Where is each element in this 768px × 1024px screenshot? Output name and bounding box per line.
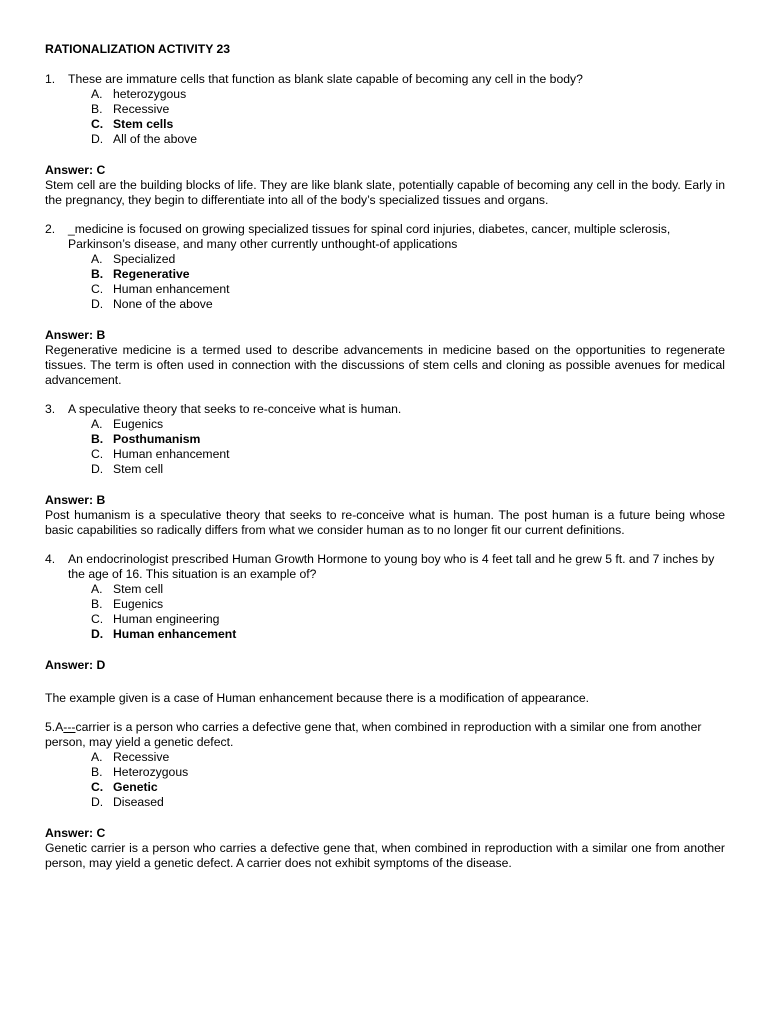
- question-text: _medicine is focused on growing specialized tissues for spinal cord injuries, diabetes, cancer, multiple sclerosis, Parkinson’s disease, and many other currently unthought-of applications: [68, 222, 671, 251]
- spacer: [45, 673, 725, 691]
- option-text: Human enhancement: [113, 282, 230, 296]
- option-b-correct: [91, 432, 725, 447]
- option-c-correct: [91, 780, 725, 795]
- option-text: Human enhancement: [113, 627, 237, 641]
- option-d-correct: [91, 627, 725, 642]
- option-text: Eugenics: [113, 597, 164, 611]
- option-letter: A.: [91, 417, 103, 431]
- question-stem: [45, 72, 725, 87]
- question-number: 1.: [45, 72, 56, 86]
- option-b: [91, 765, 725, 780]
- option-a: [91, 582, 725, 597]
- question-block: [45, 72, 725, 208]
- option-letter: C.: [91, 117, 104, 131]
- option-list: [45, 582, 725, 642]
- option-letter: A.: [91, 87, 103, 101]
- option-text: Recessive: [113, 750, 170, 764]
- question-stem: [45, 552, 725, 582]
- option-b: [91, 597, 725, 612]
- answer-label: Answer: C: [45, 163, 106, 177]
- question-stem: [45, 720, 725, 750]
- option-text: Genetic: [113, 780, 158, 794]
- rationale-text: The example given is a case of Human enhancement because there is a modification of appearance.: [45, 691, 590, 705]
- option-c: [91, 447, 725, 462]
- option-b: [91, 102, 725, 117]
- option-d: [91, 462, 725, 477]
- question-number: 5.A: [45, 720, 64, 734]
- option-text: Diseased: [113, 795, 164, 809]
- answer-label: Answer: C: [45, 826, 106, 840]
- document-title: RATIONALIZATION ACTIVITY 23: [45, 42, 231, 56]
- option-text: Stem cell: [113, 582, 164, 596]
- option-text: Heterozygous: [113, 765, 189, 779]
- question-stem: [45, 222, 725, 252]
- option-letter: B.: [91, 267, 104, 281]
- option-text: All of the above: [113, 132, 198, 146]
- option-text: Posthumanism: [113, 432, 201, 446]
- option-list: [45, 417, 725, 477]
- question-number: 3.: [45, 402, 56, 416]
- option-letter: D.: [91, 795, 104, 809]
- option-letter: D.: [91, 627, 104, 641]
- option-c: [91, 612, 725, 627]
- option-letter: C.: [91, 612, 104, 626]
- option-letter: C.: [91, 282, 104, 296]
- option-d: [91, 795, 725, 810]
- rationale-text: Stem cell are the building blocks of life. They are like blank slate, potentially capable of becoming any cell in the body. Early in the pregnancy, they begin to differentiate into all of the body’s specialized tissues and organs.: [45, 178, 725, 207]
- option-a: [91, 87, 725, 102]
- option-letter: C.: [91, 447, 104, 461]
- option-letter: A.: [91, 252, 103, 266]
- option-d: [91, 132, 725, 147]
- option-text: heterozygous: [113, 87, 187, 101]
- option-text: Stem cell: [113, 462, 164, 476]
- question-text: An endocrinologist prescribed Human Growth Hormone to young boy who is 4 feet tall and he grew 5 ft. and 7 inches by the age of 16. This situation is an example of?: [68, 552, 715, 581]
- question-stem: [45, 402, 725, 417]
- option-letter: B.: [91, 765, 103, 779]
- question-blank: ---: [63, 720, 76, 734]
- option-letter: D.: [91, 297, 104, 311]
- rationale-text: Regenerative medicine is a termed used to describe advancements in medicine based on the opportunities to regenerate tissues. The term is often used in connection with the discussions of stem cells and cloning as possible avenues for medical advancement.: [45, 343, 725, 387]
- rationale-text: Post humanism is a speculative theory that seeks to re-conceive what is human. The post human is a future being whose basic capabilities so radically differs from what we consider human as to no longer fit our current definitions.: [45, 508, 725, 537]
- answer-label: Answer: B: [45, 328, 106, 342]
- option-text: Eugenics: [113, 417, 164, 431]
- option-a: [91, 417, 725, 432]
- option-b-correct: [91, 267, 725, 282]
- question-block: [45, 222, 725, 388]
- option-text: Specialized: [113, 252, 176, 266]
- option-d: [91, 297, 725, 312]
- question-number: 2.: [45, 222, 56, 236]
- option-list: [45, 87, 725, 147]
- option-letter: C.: [91, 780, 104, 794]
- option-letter: B.: [91, 597, 103, 611]
- option-a: [91, 750, 725, 765]
- option-list: [45, 750, 725, 810]
- option-c: [91, 282, 725, 297]
- answer-label: Answer: D: [45, 658, 106, 672]
- question-text: carrier is a person who carries a defective gene that, when combined in reproduction with a similar one from another person, may yield a genetic defect.: [45, 720, 702, 749]
- question-block: [45, 552, 725, 706]
- option-list: [45, 252, 725, 312]
- option-letter: D.: [91, 132, 104, 146]
- document-page: [45, 42, 725, 885]
- option-c-correct: [91, 117, 725, 132]
- option-text: None of the above: [113, 297, 213, 311]
- option-letter: D.: [91, 462, 104, 476]
- question-block: [45, 402, 725, 538]
- option-text: Recessive: [113, 102, 170, 116]
- option-letter: A.: [91, 750, 103, 764]
- option-text: Stem cells: [113, 117, 174, 131]
- option-text: Regenerative: [113, 267, 190, 281]
- question-text: These are immature cells that function as blank slate capable of becoming any cell in the body?: [68, 72, 583, 86]
- rationale-text: Genetic carrier is a person who carries a defective gene that, when combined in reproduction with a similar one from another person, may yield a genetic defect. A carrier does not exhibit symptoms of the disease.: [45, 841, 725, 870]
- option-letter: B.: [91, 432, 104, 446]
- question-number: 4.: [45, 552, 56, 566]
- option-text: Human engineering: [113, 612, 220, 626]
- option-letter: A.: [91, 582, 103, 596]
- option-text: Human enhancement: [113, 447, 230, 461]
- option-a: [91, 252, 725, 267]
- option-letter: B.: [91, 102, 103, 116]
- answer-label: Answer: B: [45, 493, 106, 507]
- question-block: [45, 720, 725, 871]
- question-text: A speculative theory that seeks to re-conceive what is human.: [68, 402, 402, 416]
